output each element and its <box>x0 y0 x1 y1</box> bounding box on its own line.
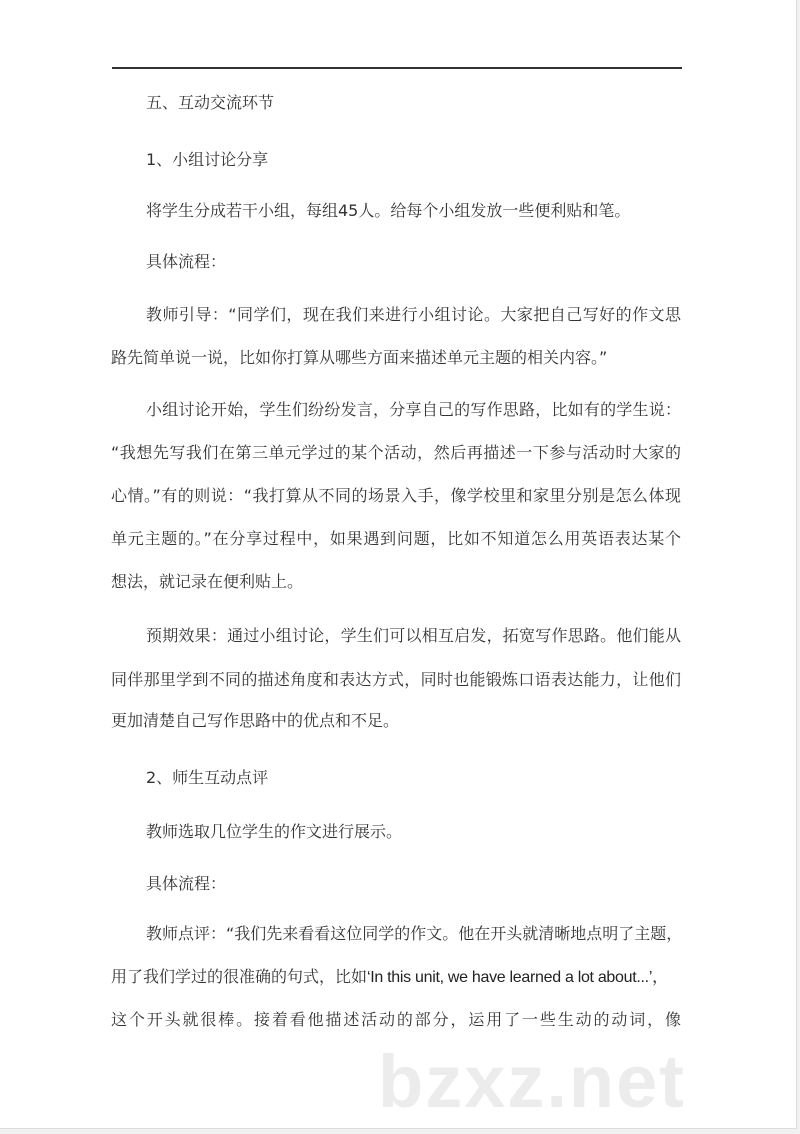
paragraph-line: 更加清楚自己写作思路中的优点和不足。 <box>111 711 400 730</box>
paragraph-line <box>111 966 681 989</box>
paragraph-line: 小组讨论开始，学生们纷纷发言，分享自己的写作思路，比如有的学生说： <box>146 400 681 419</box>
paragraph-line: 预期效果：通过小组讨论，学生们可以相互启发，拓宽写作思路。他们能从 <box>146 626 681 645</box>
paragraph-line: 单元主题的。”在分享过程中，如果遇到问题，比如不知道怎么用英语表达某个 <box>111 529 681 548</box>
watermark: bzxz.net <box>378 1040 686 1123</box>
paragraph-line: 教师引导：“同学们，现在我们来进行小组讨论。大家把自己写好的作文思 <box>146 305 681 324</box>
flow-label-1: 具体流程： <box>146 252 227 271</box>
subsection-title-1: 1、小组讨论分享 <box>146 150 269 169</box>
header-rule <box>112 67 682 69</box>
subsection-title-2: 2、师生互动点评 <box>146 768 269 787</box>
paragraph-setup-2: 教师选取几位学生的作文进行展示。 <box>146 822 403 841</box>
paragraph-setup-1: 将学生分成若干小组，每组45人。给每个小组发放一些便利贴和笔。 <box>146 201 631 220</box>
paragraph-line: 路先简单说一说，比如你打算从哪些方面来描述单元主题的相关内容。” <box>111 348 608 367</box>
paragraph-line: 这个开头就很棒。接着看他描述活动的部分，运用了一些生动的动词，像 <box>111 1010 681 1029</box>
comment-text-cn: 用了我们学过的很准确的句式，比如 <box>111 967 368 986</box>
paragraph-line: 同伴那里学到不同的描述角度和表达方式，同时也能锻炼口语表达能力，让他们 <box>111 670 681 689</box>
paragraph-line: “我想先写我们在第三单元学过的某个活动，然后再描述一下参与活动时大家的 <box>111 443 681 462</box>
paragraph-line: 想法，就记录在便利贴上。 <box>111 572 304 591</box>
section-title: 五、互动交流环节 <box>146 93 275 112</box>
english-quote: ‘In this unit, we have learned a lot about...’， <box>367 969 668 986</box>
flow-label-2: 具体流程： <box>146 874 227 893</box>
paragraph-line: 教师点评：“我们先来看看这位同学的作文。他在开头就清晰地点明了主题， <box>146 924 683 943</box>
paragraph-line: 心情。”有的则说：“我打算从不同的场景入手，像学校里和家里分别是怎么体现 <box>111 486 681 505</box>
